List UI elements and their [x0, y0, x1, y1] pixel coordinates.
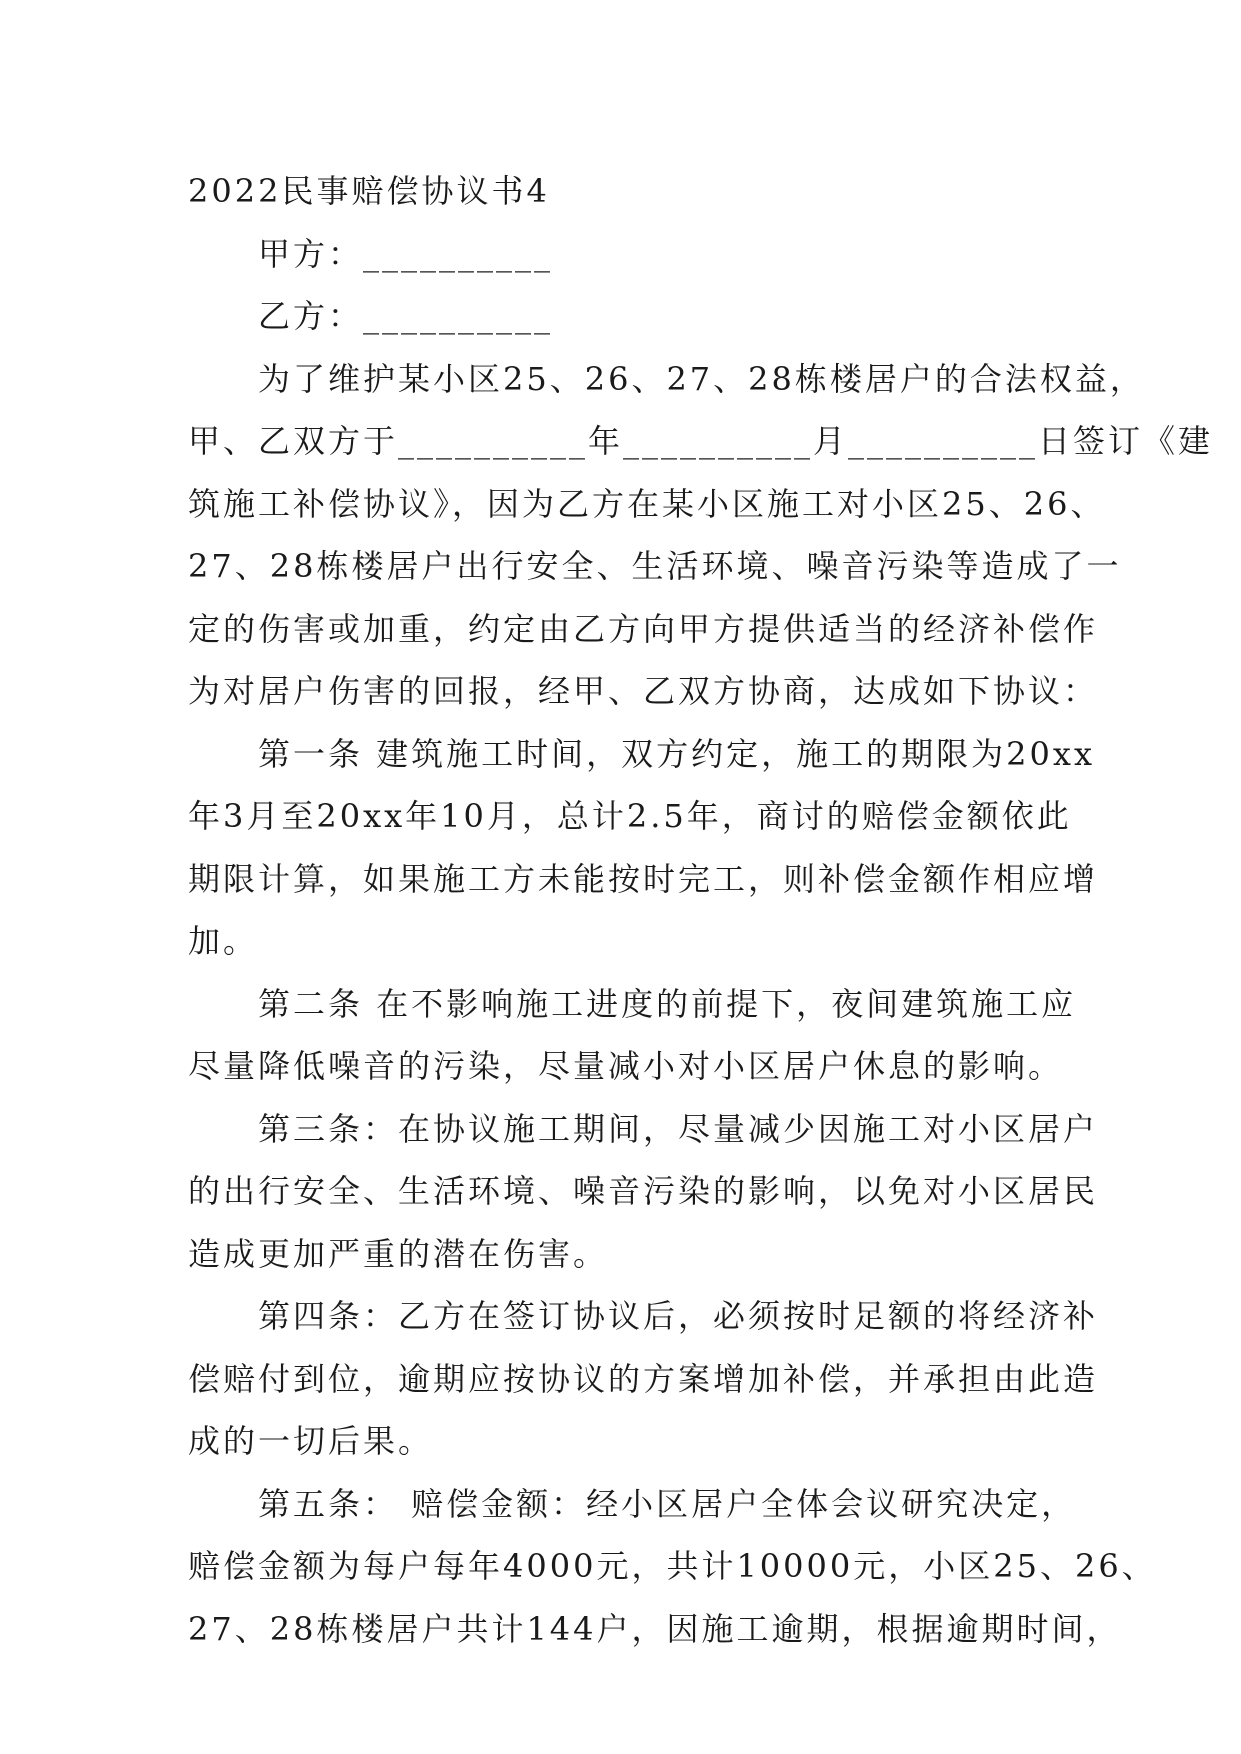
- party-a-line: 甲方：__________: [258, 234, 554, 273]
- document-title: 2022民事赔偿协议书4: [188, 172, 550, 210]
- article-1-line: 年3月至20xx年10月，总计2.5年，商讨的赔偿金额依此: [188, 797, 1072, 835]
- article-3-line: 第三条：在协议施工期间，尽量减少因施工对小区居户: [258, 1109, 1099, 1148]
- party-b-line: 乙方：__________: [258, 297, 554, 335]
- preamble-line: 为对居户伤害的回报，经甲、乙双方协商，达成如下协议：: [188, 672, 1099, 710]
- article-5-line: 赔偿金额为每户每年4000元，共计10000元，小区25、26、: [188, 1547, 1157, 1585]
- preamble-line: 定的伤害或加重，约定由乙方向甲方提供适当的经济补偿作: [188, 609, 1099, 648]
- preamble-line: 为了维护某小区25、26、27、28栋楼居户的合法权益，: [258, 359, 1145, 398]
- article-5-line: 第五条： 赔偿金额：经小区居户全体会议研究决定，: [258, 1484, 1077, 1523]
- article-3-line: 造成更加严重的潜在伤害。: [188, 1234, 609, 1273]
- article-1-line: 第一条 建筑施工时间，双方约定，施工的期限为20xx: [258, 734, 1095, 773]
- article-1-line: 加。: [188, 922, 259, 960]
- article-1-line: 期限计算，如果施工方未能按时完工，则补偿金额作相应增: [188, 859, 1099, 898]
- article-4-line: 偿赔付到位，逾期应按协议的方案增加补偿，并承担由此造: [188, 1359, 1099, 1398]
- article-4-line: 第四条：乙方在签订协议后，必须按时足额的将经济补: [258, 1297, 1099, 1335]
- document-body: [188, 160, 1214, 1660]
- article-2-line: 第二条 在不影响施工进度的前提下，夜间建筑施工应: [258, 984, 1077, 1023]
- article-5-line: 27、28栋楼居户共计144户，因施工逾期，根据逾期时间，: [188, 1609, 1122, 1648]
- article-2-line: 尽量降低噪音的污染，尽量减小对小区居户休息的影响。: [188, 1047, 1064, 1085]
- article-4-line: 成的一切后果。: [188, 1422, 434, 1460]
- preamble-line: 27、28栋楼居户出行安全、生活环境、噪音污染等造成了一: [188, 547, 1122, 585]
- preamble-line: 筑施工补偿协议》，因为乙方在某小区施工对小区25、26、: [188, 484, 1106, 523]
- article-3-line: 的出行安全、生活环境、噪音污染的影响，以免对小区居民: [188, 1172, 1099, 1210]
- preamble-line: 甲、乙双方于__________年__________月__________日签订《建: [188, 422, 1214, 460]
